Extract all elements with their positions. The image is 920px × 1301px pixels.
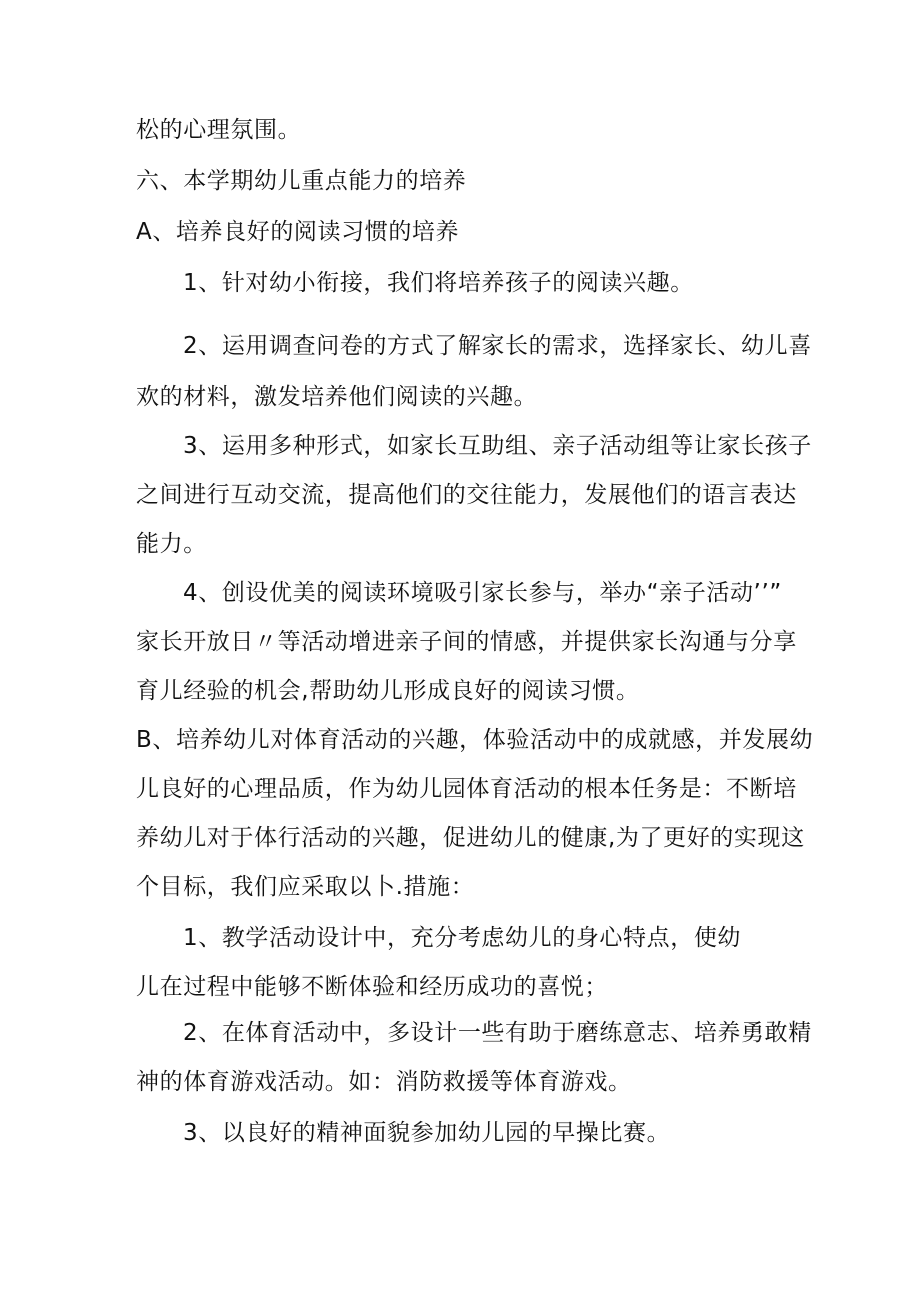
paragraph-line: 神的体育游戏活动。如：消防救援等体育游戏。 [136, 1069, 632, 1095]
section-heading: 六、本学期幼儿重点能力的培养 [136, 168, 467, 194]
paragraph-line: 养幼儿对于体行活动的兴趣，促进幼儿的健康,为了更好的实现这 [136, 825, 805, 851]
list-item: 1、教学活动设计中，充分考虑幼儿的身心特点，使幼 [183, 925, 742, 951]
paragraph-line: 个目标，我们应采取以卜.措施： [136, 874, 475, 900]
list-item: 3、运用多种形式，如家长互助组、亲子活动组等让家长孩子 [183, 433, 812, 459]
list-item: 2、在体育活动中，多设计一些有助于磨练意志、培养勇敢精 [183, 1020, 812, 1046]
list-item: 2、运用调查问卷的方式了解家长的需求，选择家长、幼儿喜 [183, 333, 812, 359]
list-item: 1、针对幼小衔接，我们将培养孩子的阅读兴趣。 [183, 270, 694, 296]
list-item: 3、以良好的精神面貌参加幼儿园的早操比赛。 [183, 1120, 671, 1146]
paragraph-line: 儿在过程中能够不断体验和经历成功的喜悦； [136, 974, 608, 1000]
paragraph-line: 育儿经验的机会,帮助幼儿形成良好的阅读习惯。 [136, 678, 640, 704]
subsection-heading: B、培养幼儿对体育活动的兴趣，体验活动中的成就感，并发展幼 [136, 727, 814, 753]
paragraph-line: 家长开放日〃等活动增进亲子间的情感，并提供家长沟通与分享 [136, 629, 797, 655]
paragraph-line: 能力。 [136, 531, 207, 557]
paragraph-line: 之间进行互动交流，提高他们的交往能力，发展他们的语言表达 [136, 482, 797, 508]
paragraph-line: 松的心理氛围。 [136, 117, 302, 143]
paragraph-line: 欢的材料，激发培养他们阅读的兴趣。 [136, 384, 538, 410]
subsection-heading: A、培养良好的阅读习惯的培养 [136, 219, 460, 245]
paragraph-line: 儿良好的心理品质，作为幼儿园体育活动的根本任务是：不断培 [136, 776, 797, 802]
list-item: 4、创设优美的阅读环境吸引家长参与，举办“亲子活动’’” [183, 580, 782, 606]
